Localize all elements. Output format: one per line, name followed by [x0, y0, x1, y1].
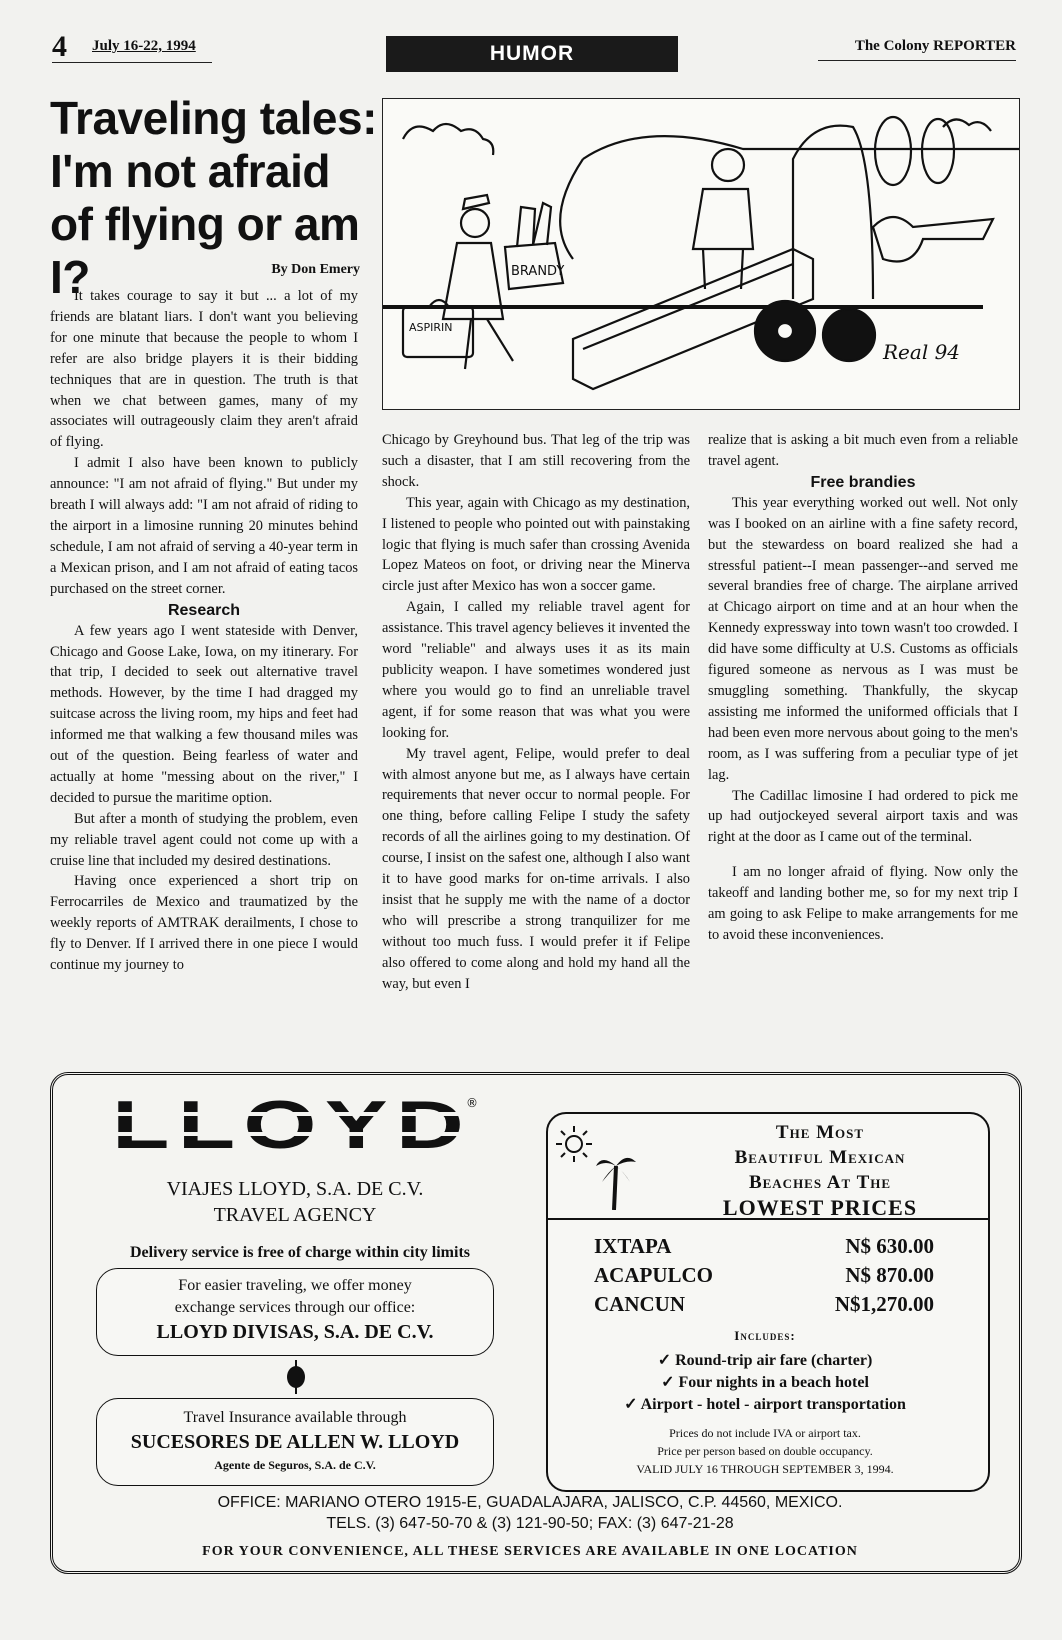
included-item: ✓ Four nights in a beach hotel — [661, 1374, 869, 1391]
agency-name — [100, 1176, 490, 1228]
case-label: ASPIRIN — [409, 321, 453, 334]
cartoon-illustration — [382, 98, 1020, 410]
paragraph: A few years ago I went stateside with Denver, Chicago and Goose Lake, Iowa, on my itinerary. For that trip, I decided to seek out alternative travel methods. However, by the time I had dragged my suitcase across the living room, my hips and feet had informed me that walking a few thousand miles was out of the question. Being fearless of water and actually at home "messing about on the river," I decided to pursue the maritime option. — [50, 622, 358, 806]
plane-door — [793, 126, 873, 299]
paragraph: My travel agent, Felipe, would prefer to deal with almost anyone but me, as I always have certain requirements that never occur to normal people. For one thing, before calling Felipe I study the safety records of all the airlines going to my destination. Of course, I insist on the safest one, although I also want it to have good marks for on-time arrivals. I also insist that he supply me with the name of a doctor who will prescribe a strong tranquilizer for me without too much fuss. I would prefer it if Felipe also offered to come along and hold my hand all the way, but even I — [382, 745, 690, 992]
promo-title — [670, 1120, 970, 1220]
registered-mark: ® — [466, 1096, 478, 1110]
bag-label: BRANDY — [511, 264, 565, 279]
agency-type: TRAVEL AGENCY — [213, 1204, 377, 1226]
cartoon-drawing — [383, 99, 1019, 409]
article-column-2 — [382, 430, 690, 994]
lloyd-logo — [110, 1094, 474, 1156]
stewardess-head — [461, 209, 489, 237]
issue-date: July 16-22, 1994 — [92, 38, 196, 54]
paragraph: It takes courage to say it but ... a lot of my friends are blatant liars. I don't want you believing for one minute that because the people to whom I refer are also bridge players it is their bidding techniques that are in question. The truth is that when we chat between games, many of my associates will outrageously claim they aren't afraid of flying. — [50, 288, 358, 451]
newspaper-name: The Colony REPORTER — [854, 38, 1016, 54]
promo-title-line-2: Beautiful Mexican — [734, 1147, 906, 1168]
cloud-left — [403, 124, 493, 155]
fine-print: Prices do not include IVA or airport tax. — [669, 1426, 861, 1440]
subhead-research: Research — [167, 601, 241, 619]
validity-dates: VALID JULY 16 THROUGH SEPTEMBER 3, 1994. — [636, 1462, 894, 1476]
destination: ACAPULCO — [594, 1263, 713, 1287]
delivery-note: Delivery service is free of charge within city limits — [129, 1244, 471, 1261]
exchange-office-name: LLOYD DIVISAS, S.A. DE C.V. — [156, 1321, 434, 1343]
paragraph: But after a month of studying the problem, even my reliable travel agent could not come up with a cruise line that included my desired destinations. — [50, 810, 358, 869]
included-item: ✓ Airport - hotel - airport transportation — [624, 1396, 906, 1413]
paragraph: This year, again with Chicago as my destination, I listened to people who pointed out with painstaking logic that flying is much safer than crossing Avenida Lopez Mateos on foot, or driving near the Minerva circle just after Mexico has won a soccer game. — [382, 494, 690, 595]
artist-signature: Real 94 — [883, 340, 961, 364]
price: N$ 630.00 — [845, 1234, 934, 1258]
paragraph: I admit I also have been known to publicly announce: "I am not afraid of flying." But under my breath I will always add: "I am not afraid of riding to the airport in a limosine running 20 minutes behind schedule, I am not afraid of serving a 40-year term in a Mexican prison, and I am not afraid of eating tacos purchased on the street corner. — [50, 455, 358, 597]
promo-title-line-3: Beaches At The — [748, 1172, 892, 1193]
paragraph: I am no longer afraid of flying. Now only the takeoff and landing bother me, so for my next trip I am going to ask Felipe to make arrangements for me to avoid these inconveniences. — [708, 864, 1018, 943]
paragraph: Having once experienced a short trip on Ferrocarriles de Mexico and traumatized by the weekly reports of AMTRAK derailments, I chose to fly to Denver. If I arrived there in one piece I would continue my journey to — [50, 873, 358, 974]
passenger-head — [712, 149, 744, 181]
article-column-3 — [708, 430, 1018, 946]
paragraph: This year everything worked out well. Not only was I booked on an airline with a fine safety record, but the stewardess on board realized she had a stressful patient--I mean passenger--and served me several brandies free of charge. The airplane arrived at Chicago airport on time and at an hour when the Kennedy expressway into town wasn't too crowded. I did have some difficulty at U.S. Customs as officials figured someone as nervous as I was must be smuggling something. Thankfully, the skycap assisting me informed the uniformed officials that I had been even more nervous about going to the men's room, as I was suffering from a peculiar type of jet lag. — [708, 494, 1018, 783]
includes-label: Includes: — [734, 1328, 796, 1343]
paragraph: Again, I called my reliable travel agent for assistance. This travel agency believes it invented the word "reliable" and always uses it as its main publicity weapon. I have sometimes wondered just where you would go to find an unreliable travel agent, if for some reason that was what you were looking for. — [382, 599, 690, 741]
price: N$ 870.00 — [845, 1263, 934, 1287]
office-phones: TELS. (3) 647-50-70 & (3) 121-90-50; FAX: (3) 647-21-28 — [326, 1515, 734, 1532]
connector-pin-icon — [286, 1360, 306, 1394]
paragraph: Chicago by Greyhound bus. That leg of the trip was such a disaster, that I am still recovering from the shock. — [382, 432, 690, 490]
office-address: OFFICE: MARIANO OTERO 1915-E, GUADALAJARA, JALISCO, C.P. 44560, MEXICO. — [217, 1494, 843, 1511]
article-headline: Traveling tales: I'm not afraid of flying or am I? — [50, 92, 377, 303]
subhead-free-brandies: Free brandies — [810, 473, 916, 491]
paragraph: realize that is asking a bit much even from a reliable travel agent. — [708, 432, 1018, 469]
byline: By Don Emery — [271, 262, 360, 277]
destination: IXTAPA — [594, 1234, 672, 1258]
insurance-subtitle: Agente de Seguros, S.A. de C.V. — [214, 1458, 376, 1472]
section-banner: HUMOR — [386, 36, 678, 72]
insurance-text: Travel Insurance available through — [183, 1409, 407, 1426]
included-item: ✓ Round-trip air fare (charter) — [657, 1352, 873, 1369]
ad-footer: FOR YOUR CONVENIENCE, ALL THESE SERVICES ARE AVAILABLE IN ONE LOCATION — [202, 1544, 858, 1559]
fine-print: Price per person based on double occupancy. — [657, 1444, 873, 1458]
promo-title-line-4: LOWEST PRICES — [722, 1195, 918, 1220]
article-column-1 — [50, 286, 358, 976]
destination: CANCUN — [594, 1292, 685, 1316]
wing-shape — [873, 217, 993, 262]
promo-title-line-1: The Most — [775, 1122, 865, 1143]
insurance-company: SUCESORES DE ALLEN W. LLOYD — [130, 1431, 460, 1453]
masthead-rule — [52, 62, 212, 63]
passenger-body — [693, 189, 753, 249]
insurance-box — [96, 1398, 494, 1486]
page-number: 4 — [52, 30, 67, 63]
palm-tree-icon — [596, 1152, 636, 1210]
exchange-text-1: For easier traveling, we offer money — [178, 1277, 412, 1294]
newspaper-rule — [818, 60, 1016, 61]
sun-icon — [556, 1126, 592, 1162]
exchange-services-box — [96, 1268, 494, 1356]
agency-legal-name: VIAJES LLOYD, S.A. DE C.V. — [166, 1178, 424, 1200]
price: N$1,270.00 — [834, 1292, 934, 1316]
paragraph: The Cadillac limosine I had ordered to pick me up had outjockeyed several airport taxis and was right at the door as I came out of the terminal. — [708, 787, 1018, 846]
exchange-text-2: exchange services through our office: — [174, 1299, 416, 1316]
office-info — [100, 1492, 960, 1534]
logo-wordmark: LLOYD — [112, 1094, 472, 1156]
plane-window — [875, 117, 911, 185]
